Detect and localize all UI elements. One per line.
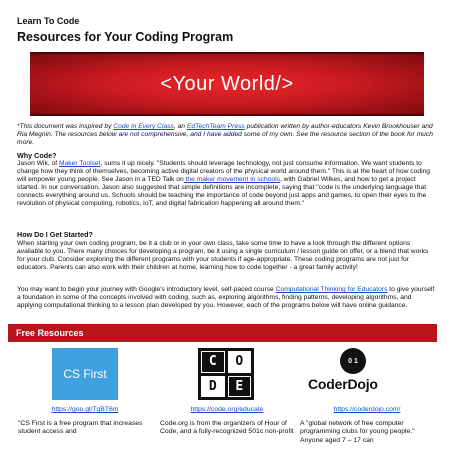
kicker-heading: Learn To Code (17, 16, 80, 26)
why-text-1: Jason Wik, of (17, 160, 59, 167)
maker-toolset-link[interactable]: Maker Toolset (59, 160, 101, 167)
maker-movement-link[interactable]: the maker movement in schools (183, 176, 280, 184)
intro-paragraph (17, 123, 437, 147)
journey-text-2: to give yourself a foundation in some of the concepts involved with coding, such as, exploring algorithms, finding patterns, developing algorithms, and applying computational thinking to a lesson plan developed by you. However, each of the programs below will have online guidance. (17, 286, 435, 310)
your-world-banner (30, 52, 424, 116)
page-title: Resources for Your Coding Program (17, 30, 234, 44)
cs-first-logo-text: CS First (63, 367, 107, 381)
intro-text-1: *This document was inspired by (17, 123, 114, 130)
banner-text: <Your World/> (160, 72, 294, 95)
code-org-description: Code.org is from the organizers of Hour of Code, and a fully-recognized 501c non-profit (160, 420, 294, 436)
computational-thinking-link[interactable]: Computational Thinking for Educators (275, 286, 388, 293)
code-logo-cell: C (201, 351, 225, 373)
code-in-every-class-link[interactable]: Code in Every Class (113, 123, 174, 130)
cs-first-link[interactable]: https://goo.gl/TqBT6m (51, 406, 119, 413)
why-text-3: , with Gabriel Wilkes, and how to get a project started. In our conversation, Jason also suggested that simple definitions are incomplete, saying that "code is the underlying language that connects everything around us. Schools should be teaching the importance of code beyond just apps and games, to open their eyes to the revolution of physical computing, robotics, IoT, and digital fabrication happening all around them." (17, 176, 427, 208)
journey-text-1: You may want to begin your journey with Google's introductory level, self-paced course (17, 286, 276, 293)
why-code-paragraph (17, 160, 437, 209)
code-logo-cell: E (228, 376, 252, 398)
get-started-heading: How Do I Get Started? (17, 230, 93, 239)
free-resources-bar (8, 324, 437, 342)
journey-paragraph (17, 286, 437, 310)
edtechteam-press-link[interactable]: EdTechTeam Press (186, 123, 245, 130)
code-org-logo (198, 348, 254, 400)
intro-text-3: publication written by author-educators Kevin Brookhouser and Ria Megnin. The resources below are not comprehensive, and I have added some of my own. See the resource section of the book for much more. (17, 123, 433, 147)
intro-text-2: , an (173, 123, 187, 130)
code-logo-cell: O (228, 351, 252, 373)
resource-cs-first (18, 348, 152, 436)
coderdojo-logo-mark: 0 1 (340, 348, 366, 374)
coderdojo-logo (308, 348, 404, 400)
coderdojo-description: A "global network of free computer programming clubs for young people." Anyone aged 7 – 17 can (300, 420, 415, 444)
coderdojo-link[interactable]: https://coderdojo.com/ (333, 406, 401, 413)
free-resources-heading: Free Resources (16, 328, 84, 338)
why-code-heading: Why Code? (17, 151, 57, 160)
get-started-paragraph: When starting your own coding program, be it a club or in your own class, take some time to have a look through the different options available to you. There many choices for developing a program, be it using a single curriculum / lesson guide on offer, or a blend that works for your club. Consider exploring the different programs with your students if age-appropriate. These coding programs are not just for educators. Parents can also work with their children at home, learning how to code together - a great family activity! (17, 240, 429, 272)
cs-first-logo (52, 348, 118, 400)
why-text-2: , sums it up nicely. "Students should leverage technology, not just consume information. We want students to change how they think of themselves, becoming active digital creators of the physical world around them." This is at the heart of how coding will empower young people. See Jason in a TED Talk on (17, 160, 431, 184)
cs-first-description: "CS First is a free program that increases student access and (18, 420, 143, 436)
resource-coderdojo (300, 348, 434, 444)
coderdojo-logo-text: CoderDojo (308, 376, 378, 392)
code-logo-cell: D (201, 376, 225, 398)
code-org-link[interactable]: https://code.org/educate (190, 406, 264, 413)
resource-code-org (160, 348, 294, 436)
